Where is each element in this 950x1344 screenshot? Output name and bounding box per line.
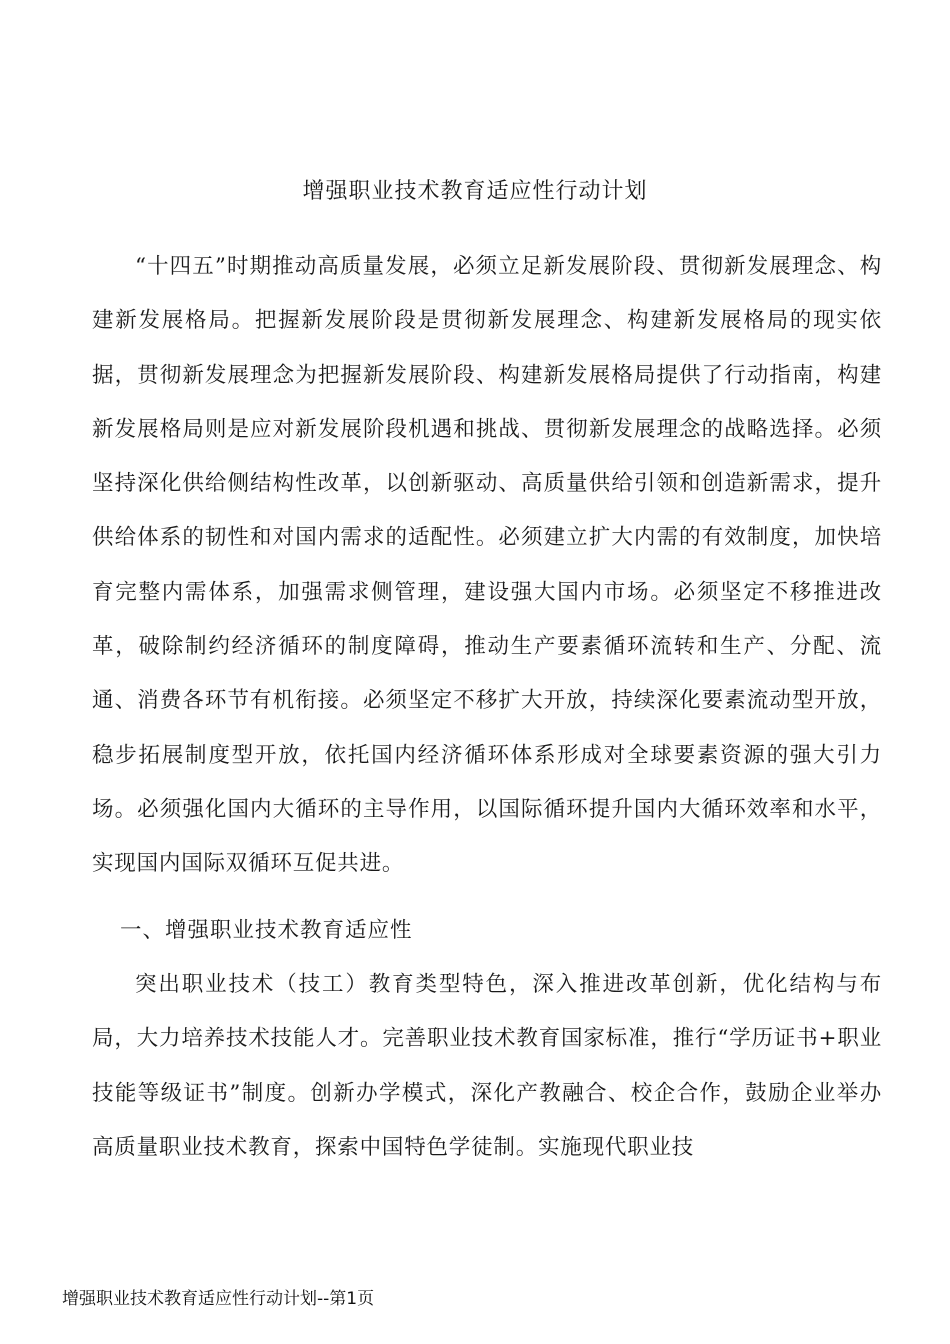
body-paragraph-intro: “十四五”时期推动高质量发展，必须立足新发展阶段、贯彻新发展理念、构建新发展格局。把握新发展阶段是贯彻新发展理念、构建新发展格局的现实依据，贯彻新发展理念为把握新发展阶段、构建新发展格局提供了行动指南，构建新发展格局则是应对新发展阶段机遇和挑战、贯彻新发展理念的战略选择。必须坚持深化供给侧结构性改革，以创新驱动、高质量供给引领和创造新需求，提升供给体系的韧性和对国内需求的适配性。必须建立扩大内需的有效制度，加快培育完整内需体系，加强需求侧管理，建设强大国内市场。必须坚定不移推进改革，破除制约经济循环的制度障碍，推动生产要素循环流转和生产、分配、流通、消费各环节有机衔接。必须坚定不移扩大开放，持续深化要素流动型开放，稳步拓展制度型开放，依托国内经济循环体系形成对全球要素资源的强大引力场。必须强化国内大循环的主导作用，以国际循环提升国内大循环效率和水平，实现国内国际双循环互促共进。 <box>92 254 882 877</box>
section-heading-1: 一、增强职业技术教育适应性 <box>120 918 413 943</box>
page-footer: 增强职业技术教育适应性行动计划--第1页 <box>62 1289 375 1309</box>
body-paragraph-section-1: 突出职业技术（技工）教育类型特色，深入推进改革创新，优化结构与布局，大力培养技术技能人才。完善职业技术教育国家标准，推行“学历证书+职业技能等级证书”制度。创新办学模式，深化产教融合、校企合作，鼓励企业举办高质量职业技术教育，探索中国特色学徒制。实施现代职业技 <box>92 972 882 1160</box>
document-title: 增强职业技术教育适应性行动计划 <box>302 179 648 204</box>
